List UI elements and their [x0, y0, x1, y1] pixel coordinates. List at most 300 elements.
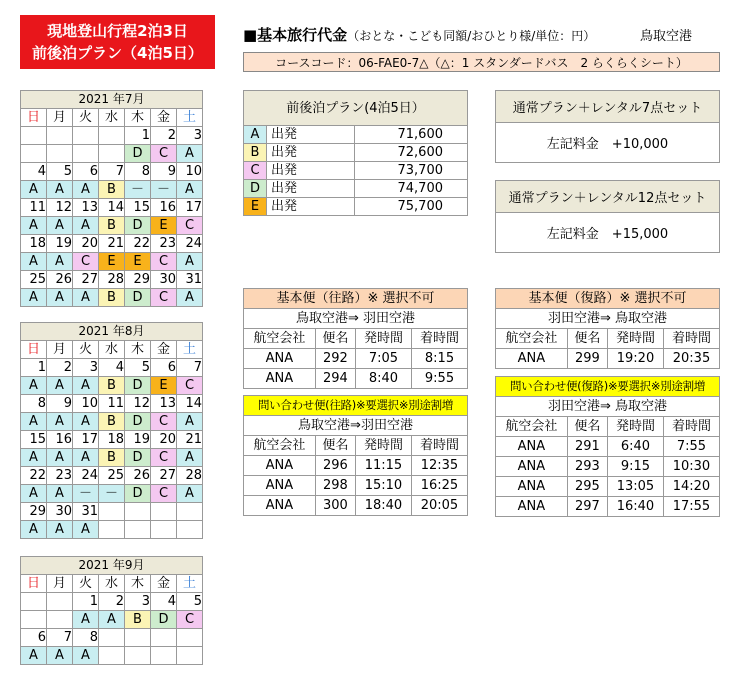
calendar-date: 8: [125, 163, 151, 181]
calendar-date: 12: [125, 395, 151, 413]
departure-code: D: [125, 377, 151, 395]
calendar-date: 3: [73, 359, 99, 377]
calendar-date: 6: [151, 359, 177, 377]
calendar-date: [21, 593, 47, 611]
flight-route: 羽田空港⇒ 鳥取空港: [496, 397, 720, 417]
calendar-date: [47, 127, 73, 145]
departure-code: A: [47, 449, 73, 467]
plan-caption: 前後泊プラン(4泊5日）: [244, 91, 468, 126]
flight-cell: ANA: [496, 457, 568, 477]
calendar-table: [20, 90, 203, 307]
calendar-date: 2: [151, 127, 177, 145]
flight-row: [244, 369, 468, 389]
departure-code: C: [151, 449, 177, 467]
option-caption: 通常プラン＋レンタル7点セット: [496, 91, 720, 123]
weekday-label: 月: [47, 575, 73, 593]
calendar-date: 23: [151, 235, 177, 253]
flight-column-header: 着時間: [411, 329, 467, 349]
departure-code: [99, 647, 125, 665]
weekday-label: 金: [151, 575, 177, 593]
departure-code: A: [47, 521, 73, 539]
plan-code: B: [244, 144, 267, 162]
departure-code: A: [73, 181, 99, 199]
calendar-date: 16: [151, 199, 177, 217]
departure-code: D: [125, 217, 151, 235]
flight-row: [244, 476, 468, 496]
plan-row: [244, 144, 468, 162]
departure-code: [177, 521, 203, 539]
calendar-date: 17: [177, 199, 203, 217]
plan-price: 73,700: [355, 162, 468, 180]
flight-cell: ANA: [496, 349, 568, 369]
plan-price: 72,600: [355, 144, 468, 162]
calendar-date: 26: [125, 467, 151, 485]
plan-code: C: [244, 162, 267, 180]
calendar-date: 24: [73, 467, 99, 485]
flight-cell: 18:40: [355, 496, 411, 516]
departure-code: A: [73, 289, 99, 307]
flight-cell: 297: [567, 497, 607, 517]
departure-code: C: [151, 289, 177, 307]
flight-route: 鳥取空港⇒ 羽田空港: [244, 309, 468, 329]
departure-code: D: [125, 413, 151, 431]
weekday-label: 火: [73, 341, 99, 359]
flight-row: [244, 349, 468, 369]
departure-code: A: [47, 217, 73, 235]
departure-code: A: [177, 289, 203, 307]
departure-code: E: [151, 217, 177, 235]
departure-code: C: [73, 253, 99, 271]
departure-code: －: [73, 485, 99, 503]
calendar-date: 13: [151, 395, 177, 413]
departure-code: B: [99, 449, 125, 467]
calendar-date: 29: [21, 503, 47, 521]
flight-route: 羽田空港⇒ 鳥取空港: [496, 309, 720, 329]
flight-cell: 8:40: [355, 369, 411, 389]
flight-cell: 13:05: [607, 477, 663, 497]
calendar-date: 8: [73, 629, 99, 647]
flight-table-outbound-inquiry: [243, 395, 468, 516]
calendar-date: 28: [177, 467, 203, 485]
plan-row: [244, 198, 468, 216]
departure-code: C: [177, 611, 203, 629]
flight-row: [244, 456, 468, 476]
weekday-label: 金: [151, 341, 177, 359]
flight-caption: 問い合わせ便(往路)※要選択※別途割増: [244, 396, 468, 416]
calendar-date: 15: [21, 431, 47, 449]
flight-column-header: 着時間: [663, 329, 719, 349]
calendar-date: 4: [151, 593, 177, 611]
flight-cell: 17:55: [663, 497, 719, 517]
calendar-date: 17: [73, 431, 99, 449]
weekday-label: 木: [125, 575, 151, 593]
calendar-date: 20: [73, 235, 99, 253]
flight-route: 鳥取空港⇒羽田空港: [244, 416, 468, 436]
calendar-date: [99, 503, 125, 521]
heading-sub: （おとな・こども同額/おひとり様/単位：円）: [347, 29, 596, 43]
flight-row: [496, 457, 720, 477]
flight-cell: 6:40: [607, 437, 663, 457]
flight-cell: 298: [315, 476, 355, 496]
departure-code: D: [125, 449, 151, 467]
departure-code: A: [47, 485, 73, 503]
calendar-date: 7: [177, 359, 203, 377]
departure-code: A: [177, 145, 203, 163]
flight-cell: 8:15: [411, 349, 467, 369]
calendar-date: [73, 127, 99, 145]
departure-code: A: [47, 181, 73, 199]
weekday-label: 土: [177, 341, 203, 359]
calendar-july: [20, 90, 203, 307]
calendar-date: 23: [47, 467, 73, 485]
departure-code: A: [21, 521, 47, 539]
departure-code: E: [125, 253, 151, 271]
departure-code: [47, 611, 73, 629]
calendar-date: 6: [21, 629, 47, 647]
flight-cell: 20:35: [663, 349, 719, 369]
departure-code: A: [21, 413, 47, 431]
plan-label: 出発: [267, 180, 355, 198]
calendar-date: 29: [125, 271, 151, 289]
weekday-label: 日: [21, 341, 47, 359]
option-rental-12: [495, 180, 720, 253]
departure-code: A: [21, 217, 47, 235]
departure-code: A: [47, 647, 73, 665]
flight-cell: ANA: [496, 497, 568, 517]
flight-column-header: 発時間: [355, 329, 411, 349]
heading-main: ■基本旅行代金: [243, 26, 348, 44]
calendar-date: 5: [177, 593, 203, 611]
flight-cell: ANA: [496, 437, 568, 457]
calendar-date: 9: [47, 395, 73, 413]
departure-code: A: [21, 181, 47, 199]
calendar-date: 11: [21, 199, 47, 217]
flight-column-header: 発時間: [607, 417, 663, 437]
departure-code: －: [125, 181, 151, 199]
title-line1: 現地登山行程2泊3日: [47, 22, 188, 40]
calendar-date: 7: [99, 163, 125, 181]
departure-code: [125, 521, 151, 539]
weekday-label: 日: [21, 575, 47, 593]
plan-label: 出発: [267, 162, 355, 180]
departure-code: [73, 145, 99, 163]
flight-cell: ANA: [496, 477, 568, 497]
flight-column-header: 航空会社: [244, 329, 316, 349]
departure-code: A: [73, 611, 99, 629]
weekday-label: 水: [99, 575, 125, 593]
calendar-date: 5: [125, 359, 151, 377]
calendar-date: 28: [99, 271, 125, 289]
departure-code: A: [177, 449, 203, 467]
flight-cell: 16:25: [411, 476, 467, 496]
departure-code: A: [177, 413, 203, 431]
calendar-date: [177, 503, 203, 521]
calendar-date: 25: [21, 271, 47, 289]
calendar-date: 21: [177, 431, 203, 449]
price-heading: [243, 24, 595, 45]
flight-column-header: 航空会社: [496, 329, 568, 349]
departure-code: C: [177, 217, 203, 235]
flight-cell: 7:05: [355, 349, 411, 369]
flight-row: [496, 349, 720, 369]
departure-code: A: [177, 253, 203, 271]
departure-code: A: [21, 485, 47, 503]
flight-caption: 基本便（往路）※ 選択不可: [244, 289, 468, 309]
calendar-date: 19: [47, 235, 73, 253]
flight-cell: 292: [315, 349, 355, 369]
flight-column-header: 便名: [567, 329, 607, 349]
calendar-date: [125, 629, 151, 647]
plan-price: 74,700: [355, 180, 468, 198]
calendar-date: 16: [47, 431, 73, 449]
calendar-date: 24: [177, 235, 203, 253]
calendar-table: [20, 322, 203, 539]
plan-label: 出発: [267, 144, 355, 162]
flight-column-header: 着時間: [663, 417, 719, 437]
weekday-label: 木: [125, 341, 151, 359]
flight-row: [496, 477, 720, 497]
calendar-date: 25: [99, 467, 125, 485]
flight-cell: ANA: [244, 476, 316, 496]
calendar-caption: 2021 年8月: [21, 323, 203, 341]
departure-code: A: [47, 377, 73, 395]
flight-caption: 問い合わせ便(復路)※要選択※別途割増: [496, 377, 720, 397]
calendar-date: 30: [151, 271, 177, 289]
departure-code: A: [21, 377, 47, 395]
calendar-date: 8: [21, 395, 47, 413]
flight-caption: 基本便（復路）※ 選択不可: [496, 289, 720, 309]
departure-code: A: [73, 647, 99, 665]
calendar-date: 27: [73, 271, 99, 289]
departure-code: [151, 647, 177, 665]
departure-code: B: [99, 217, 125, 235]
weekday-label: 水: [99, 341, 125, 359]
option-price: 左記料金 +15,000: [496, 213, 720, 253]
departure-code: A: [21, 449, 47, 467]
calendar-date: 1: [125, 127, 151, 145]
departure-code: [125, 647, 151, 665]
calendar-date: 14: [99, 199, 125, 217]
calendar-september: [20, 556, 203, 665]
plan-price: 75,700: [355, 198, 468, 216]
flight-cell: ANA: [244, 496, 316, 516]
calendar-date: 2: [99, 593, 125, 611]
plan-row: [244, 126, 468, 144]
departure-code: A: [21, 253, 47, 271]
calendar-date: 22: [125, 235, 151, 253]
weekday-label: 土: [177, 575, 203, 593]
departure-code: [99, 521, 125, 539]
weekday-label: 火: [73, 575, 99, 593]
departure-code: D: [125, 145, 151, 163]
calendar-date: 7: [47, 629, 73, 647]
flight-cell: 293: [567, 457, 607, 477]
departure-code: A: [47, 289, 73, 307]
weekday-label: 金: [151, 109, 177, 127]
departure-code: A: [177, 485, 203, 503]
departure-code: D: [125, 485, 151, 503]
plan-row: [244, 162, 468, 180]
option-rental-7: [495, 90, 720, 163]
departure-code: [47, 145, 73, 163]
departure-code: A: [73, 377, 99, 395]
flight-cell: 16:40: [607, 497, 663, 517]
calendar-date: 1: [21, 359, 47, 377]
plan-code: D: [244, 180, 267, 198]
calendar-date: 31: [177, 271, 203, 289]
departure-code: B: [99, 181, 125, 199]
calendar-date: 5: [47, 163, 73, 181]
calendar-date: 18: [99, 431, 125, 449]
calendar-date: 9: [151, 163, 177, 181]
calendar-date: 11: [99, 395, 125, 413]
flight-column-header: 航空会社: [496, 417, 568, 437]
departure-code: [177, 647, 203, 665]
weekday-label: 火: [73, 109, 99, 127]
plan-label: 出発: [267, 126, 355, 144]
calendar-date: 18: [21, 235, 47, 253]
departure-code: E: [151, 377, 177, 395]
departure-code: B: [125, 611, 151, 629]
calendar-date: [99, 629, 125, 647]
calendar-august: [20, 322, 203, 539]
calendar-date: 3: [125, 593, 151, 611]
flight-cell: 20:05: [411, 496, 467, 516]
flight-row: [496, 497, 720, 517]
departure-code: D: [151, 611, 177, 629]
flight-cell: 299: [567, 349, 607, 369]
departure-code: [21, 145, 47, 163]
departure-code: A: [73, 413, 99, 431]
option-price: 左記料金 +10,000: [496, 123, 720, 163]
calendar-table: [20, 556, 203, 665]
flight-table-outbound-basic: [243, 288, 468, 389]
departure-code: D: [125, 289, 151, 307]
calendar-date: 27: [151, 467, 177, 485]
calendar-date: [151, 503, 177, 521]
calendar-date: 20: [151, 431, 177, 449]
plan-price: 71,600: [355, 126, 468, 144]
calendar-caption: 2021 年7月: [21, 91, 203, 109]
weekday-label: 月: [47, 341, 73, 359]
calendar-date: [151, 629, 177, 647]
departure-code: －: [151, 181, 177, 199]
departure-code: C: [151, 145, 177, 163]
calendar-caption: 2021 年9月: [21, 557, 203, 575]
flight-cell: 291: [567, 437, 607, 457]
calendar-date: 4: [21, 163, 47, 181]
calendar-date: 15: [125, 199, 151, 217]
departure-code: A: [47, 413, 73, 431]
flight-table-return-basic: [495, 288, 720, 369]
plan-code: E: [244, 198, 267, 216]
weekday-label: 木: [125, 109, 151, 127]
flight-cell: ANA: [244, 369, 316, 389]
title-line2: 前後泊プラン（4泊5日）: [32, 44, 203, 62]
departure-code: －: [99, 485, 125, 503]
departure-code: A: [21, 647, 47, 665]
departure-code: B: [99, 289, 125, 307]
plan-price-table: [243, 90, 468, 216]
calendar-date: 12: [47, 199, 73, 217]
flight-cell: 9:55: [411, 369, 467, 389]
calendar-date: 2: [47, 359, 73, 377]
departure-code: A: [47, 253, 73, 271]
flight-cell: 294: [315, 369, 355, 389]
departure-code: A: [73, 217, 99, 235]
page-title: [20, 15, 215, 69]
departure-code: A: [21, 289, 47, 307]
calendar-date: 19: [125, 431, 151, 449]
departure-code: A: [99, 611, 125, 629]
flight-column-header: 便名: [567, 417, 607, 437]
flight-cell: 12:35: [411, 456, 467, 476]
calendar-date: [47, 593, 73, 611]
departure-code: C: [177, 377, 203, 395]
calendar-date: 26: [47, 271, 73, 289]
flight-cell: ANA: [244, 456, 316, 476]
course-code: コースコード：06-FAE0-7△（△：1 スタンダードバス 2 らくらくシート）: [243, 52, 720, 72]
calendar-date: 21: [99, 235, 125, 253]
flight-column-header: 便名: [315, 436, 355, 456]
departure-code: C: [151, 485, 177, 503]
departure-code: B: [99, 413, 125, 431]
flight-row: [496, 437, 720, 457]
calendar-date: [125, 503, 151, 521]
calendar-date: 6: [73, 163, 99, 181]
flight-cell: 9:15: [607, 457, 663, 477]
departure-code: C: [151, 413, 177, 431]
flight-column-header: 便名: [315, 329, 355, 349]
flight-cell: 15:10: [355, 476, 411, 496]
flight-column-header: 発時間: [607, 329, 663, 349]
calendar-date: 13: [73, 199, 99, 217]
calendar-date: 10: [177, 163, 203, 181]
calendar-date: 10: [73, 395, 99, 413]
flight-row: [244, 496, 468, 516]
departure-code: A: [73, 449, 99, 467]
flight-cell: 300: [315, 496, 355, 516]
calendar-date: 1: [73, 593, 99, 611]
calendar-date: 31: [73, 503, 99, 521]
plan-row: [244, 180, 468, 198]
calendar-date: 30: [47, 503, 73, 521]
departure-code: B: [99, 377, 125, 395]
calendar-date: [99, 127, 125, 145]
departure-code: [21, 611, 47, 629]
weekday-label: 水: [99, 109, 125, 127]
calendar-date: [21, 127, 47, 145]
calendar-date: 22: [21, 467, 47, 485]
weekday-label: 月: [47, 109, 73, 127]
calendar-date: [177, 629, 203, 647]
calendar-date: 3: [177, 127, 203, 145]
calendar-date: 14: [177, 395, 203, 413]
flight-column-header: 発時間: [355, 436, 411, 456]
flight-cell: 19:20: [607, 349, 663, 369]
option-caption: 通常プラン＋レンタル12点セット: [496, 181, 720, 213]
calendar-date: 4: [99, 359, 125, 377]
departure-code: E: [99, 253, 125, 271]
flight-cell: 295: [567, 477, 607, 497]
plan-code: A: [244, 126, 267, 144]
flight-cell: 11:15: [355, 456, 411, 476]
flight-column-header: 航空会社: [244, 436, 316, 456]
flight-column-header: 着時間: [411, 436, 467, 456]
departure-code: A: [177, 181, 203, 199]
plan-label: 出発: [267, 198, 355, 216]
flight-table-return-inquiry: [495, 376, 720, 517]
